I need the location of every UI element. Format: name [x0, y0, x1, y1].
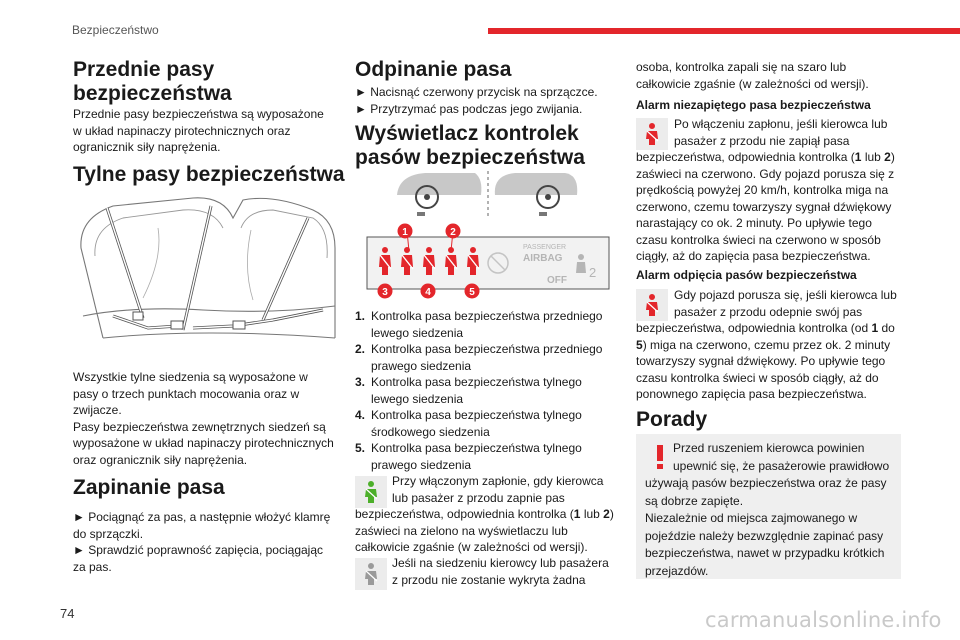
text-line: Po włączeniu zapłonu, jeśli kierowca lub	[674, 117, 888, 131]
text-line: używają pasów bezpieczeństwa oraz że pasy	[645, 476, 887, 490]
text-line: pasy o trzech punktach mocowania oraz w	[73, 386, 300, 401]
text-line: Pasy bezpieczeństwa zewnętrznych siedzeń są	[73, 419, 326, 434]
text-line: za pas.	[73, 559, 112, 574]
tips-title: Porady	[636, 408, 708, 431]
list-item: 1. Kontrolka pasa bezpieczeństwa przedniego lewego siedzenia	[355, 309, 603, 340]
callout-1-label: 1	[402, 227, 408, 238]
text-line: bezpieczeństwa, nawet w przypadku krótkich	[645, 546, 885, 560]
seat-count-label: 2	[589, 265, 597, 280]
text-line: do sprzączki.	[73, 526, 144, 541]
text-line: zaświeci na czerwono. Gdy pojazd porusza się z	[636, 166, 895, 181]
text-line: ogranicznik siły naprężenia.	[73, 140, 221, 154]
list-item: 2. Kontrolka pasa bezpieczeństwa przedniego prawego siedzenia	[355, 342, 603, 373]
watermark: carmanualsonline.info	[705, 608, 942, 632]
text-line: całkowicie zgaśnie (w zależności od wersji).	[636, 76, 869, 91]
text-line: są dobrze zapięte.	[645, 493, 744, 508]
callout-3-label: 3	[382, 287, 388, 298]
text-line: ► Nacisnąć czerwony przycisk na sprzączce.	[355, 85, 598, 99]
text-line: oraz ogranicznik siły naprężenia.	[73, 452, 248, 467]
text-line: upewnić się, że pasażerowie prawidłowo	[673, 458, 890, 473]
dashboard-left-icon	[397, 173, 481, 195]
text-line: Gdy pojazd porusza się, jeśli kierowca lub	[674, 288, 897, 302]
text-line: Przed ruszeniem kierowca powinien	[673, 441, 865, 455]
text-line: ► Pociągnąć za pas, a następnie włożyć klamrę	[73, 510, 331, 524]
off-label: OFF	[547, 275, 567, 286]
alarm-unfastened-title: Alarm niezapiętego pasa bezpieczeństwa	[636, 98, 871, 112]
alarm-unbuckle-title: Alarm odpięcia pasów bezpieczeństwa	[636, 268, 857, 282]
list-item: 4. Kontrolka pasa bezpieczeństwa tylnego środkowego siedzenia	[355, 408, 582, 439]
grey-indicator-continuation	[636, 59, 906, 92]
text-line: ponownego zapięcia pasa bezpieczeństwa.	[636, 387, 867, 401]
text-line: Jeśli na siedzeniu kierowcy lub pasażera	[392, 556, 609, 570]
unfasten-body	[355, 84, 625, 117]
text-line: czasu kontrolka świeci na czerwono w sposób	[636, 232, 881, 247]
text-line: 5) miga na czerwono, czemu przez ok. 2 minuty	[636, 337, 891, 352]
running-header: Bezpieczeństwo	[72, 23, 159, 37]
text-line: pojeździe należy bezwzględnie zapinać pasy	[645, 528, 884, 543]
text-line: lub pasażer z przodu zapnie pas	[392, 490, 565, 505]
text-line: Przy włączonym zapłonie, gdy kierowca	[392, 474, 604, 488]
callout-5-label: 5	[469, 287, 475, 298]
text-line: całkowicie zgaśnie (w zależności od wersji).	[355, 540, 588, 554]
grey-indicator-paragraph	[392, 555, 627, 588]
text-line: pasażer z przodu nie zapiął pasa	[674, 133, 850, 148]
unfasten-title: Odpinanie pasa	[355, 58, 512, 81]
front-belts-title-line1: Przednie pasy	[73, 58, 215, 81]
text-line: przejazdów.	[645, 563, 709, 578]
alarm-unbuckle-body	[636, 287, 911, 403]
text-line: z przodu nie zostanie wykryta żadna	[392, 572, 586, 587]
text-line: w układ napinaczy pirotechnicznych oraz	[73, 123, 291, 138]
rear-belts-body	[73, 369, 353, 468]
fasten-body	[73, 509, 353, 575]
passenger-label: PASSENGER	[523, 244, 567, 251]
front-belts-body	[73, 106, 348, 156]
text-line: ► Sprawdzić poprawność zapięcia, pociągając	[73, 543, 324, 557]
display-title-line1: Wyświetlacz kontrolek	[355, 122, 579, 145]
callout-2-label: 2	[450, 227, 456, 238]
text-line: prędkością powyżej 20 km/h, kontrolka miga na	[636, 183, 889, 197]
list-item: 5. Kontrolka pasa bezpieczeństwa tylnego prawego siedzenia	[355, 441, 582, 472]
page-number: 74	[60, 606, 75, 621]
airbag-label: AIRBAG	[523, 253, 563, 264]
text-line: osoba, kontrolka zapali się na szaro lub	[636, 60, 847, 74]
text-line: towarzyszy sygnał dźwiękowy. Po upływie tego	[636, 354, 886, 368]
header-accent-bar	[488, 28, 960, 34]
green-indicator-paragraph	[355, 473, 625, 556]
alarm-unfastened-body	[636, 116, 911, 265]
display-title-line2: pasów bezpieczeństwa	[355, 146, 585, 169]
text-line: zaświeci na zielono na wyświetlaczu lub	[355, 523, 568, 538]
text-line: zwijacze.	[73, 403, 122, 417]
display-title	[355, 122, 585, 170]
text-line: Wszystkie tylne siedzenia są wyposażone w	[73, 370, 308, 384]
dashboard-right-icon	[495, 173, 577, 195]
seatbelt-display-diagram	[365, 165, 611, 300]
text-line: bezpieczeństwa, odpowiednia kontrolka (od 1 do	[636, 321, 895, 335]
text-line: pasażer z przodu odepnie swój pas	[674, 304, 863, 319]
text-line: Przednie pasy bezpieczeństwa są wyposażone	[73, 107, 324, 121]
text-line: czasu kontrolka świeci w sposób ciągły, aż do	[636, 370, 879, 385]
text-line: bezpieczeństwa, odpowiednia kontrolka (1 lub 2)	[636, 150, 895, 164]
front-belts-title	[73, 58, 232, 106]
text-line: Niezależnie od miejsca zajmowanego w	[645, 511, 858, 525]
text-line: narastający co ok. 2 minuty. Po upływie tego	[636, 216, 872, 230]
text-line: ► Przytrzymać pas podczas jego zwijania.	[355, 101, 583, 116]
text-line: bezpieczeństwa, odpowiednia kontrolka (1 lub 2)	[355, 507, 614, 521]
fasten-title: Zapinanie pasa	[73, 476, 225, 499]
callout-4-label: 4	[425, 287, 431, 298]
rear-belts-title: Tylne pasy bezpieczeństwa	[73, 163, 345, 186]
tip-body	[645, 440, 900, 580]
text-line: ciągły, aż do zapięcia pasa bezpieczeństwa.	[636, 249, 871, 263]
list-item: 3. Kontrolka pasa bezpieczeństwa tylnego lewego siedzenia	[355, 375, 582, 406]
rear-seat-illustration	[73, 188, 343, 360]
text-line: wyposażone w układ napinaczy pirotechnicznych	[73, 436, 334, 450]
seatbelt-grey-icon	[355, 558, 387, 590]
text-line: czerwono, czemu towarzyszy sygnał dźwiękowy	[636, 199, 892, 214]
indicator-list	[355, 308, 620, 473]
front-belts-title-line2: bezpieczeństwa	[73, 82, 232, 105]
